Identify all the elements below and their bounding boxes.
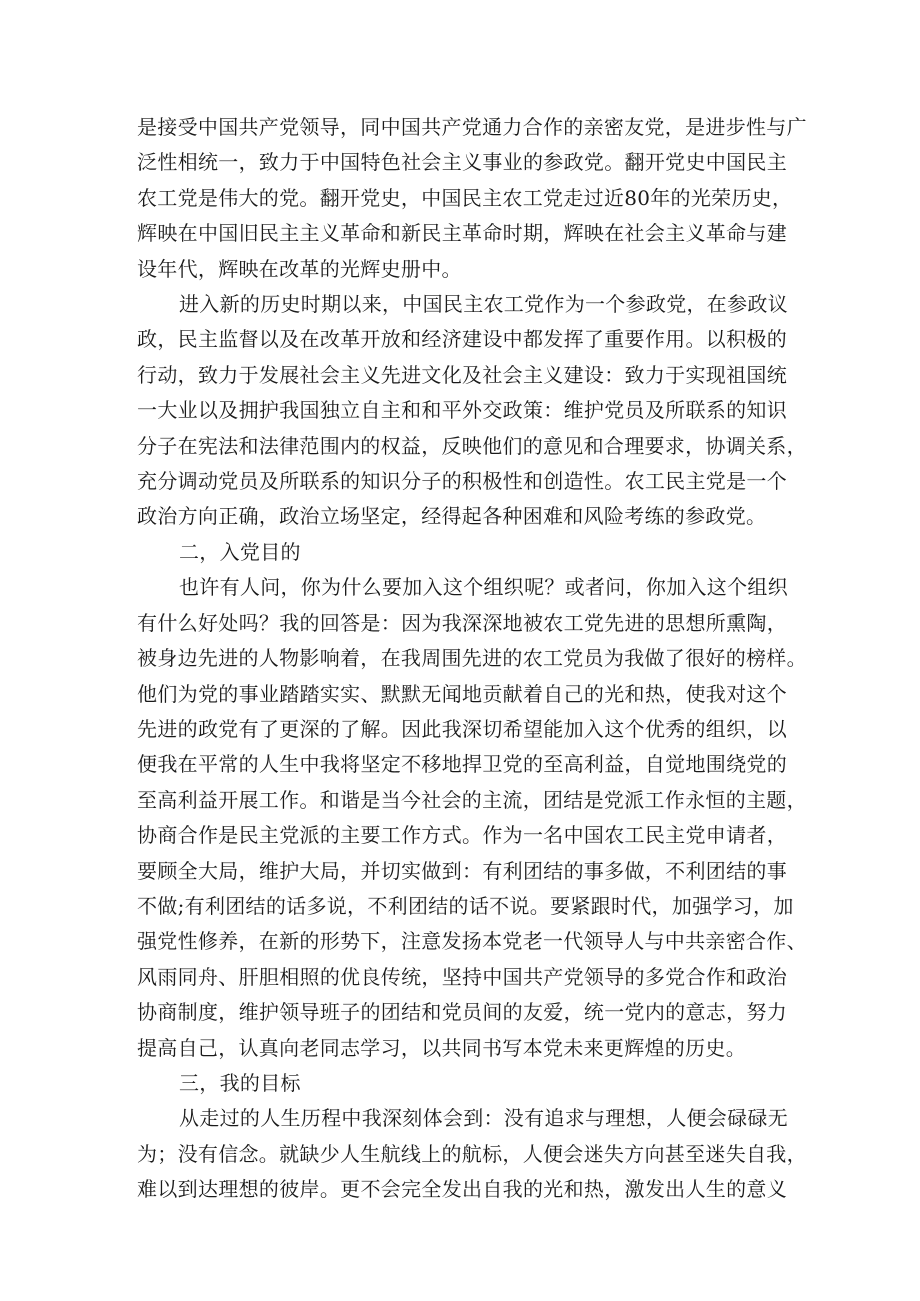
text-line: 他们为党的事业踏踏实实、默默无闻地贡献着自己的光和热，使我对这个	[137, 681, 787, 706]
text-line: 风雨同舟、肝胆相照的优良传统，坚持中国共产党领导的多党合作和政治	[137, 964, 787, 989]
text-line: 农工党是伟大的党。翻开党史，中国民主农工党走过近80年的光荣历史，	[137, 185, 793, 210]
text-line: 分子在宪法和法律范围内的权益，反映他们的意见和合理要求，协调关系，	[137, 433, 807, 458]
document-body	[137, 110, 807, 1208]
text-line: 也许有人问，你为什么要加入这个组织呢？或者问，你加入这个组织	[179, 575, 788, 600]
text-line: 一大业以及拥护我国独立自主和和平外交政策：维护党员及所联系的知识	[137, 398, 787, 423]
text-line: 从走过的人生历程中我深刻体会到：没有追求与理想，人便会碌碌无	[179, 1106, 788, 1131]
text-line: 设年代，辉映在改革的光辉史册中。	[137, 256, 462, 281]
paragraph-goal	[137, 1101, 807, 1207]
section-heading: 二，入党目的	[179, 539, 301, 564]
section-heading: 三，我的目标	[179, 1070, 301, 1095]
text-line: 不做;有利团结的话多说，不利团结的话不说。要紧跟时代，加强学习，加	[137, 893, 794, 918]
paragraph-purpose	[137, 570, 807, 1066]
text-line: 要顾全大局，维护大局，并切实做到：有利团结的事多做，不利团结的事	[137, 858, 787, 883]
paragraph-intro	[137, 110, 807, 287]
text-line: 政治方向正确，政治立场坚定，经得起各种困难和风险考练的参政党。	[137, 504, 767, 529]
text-line: 充分调动党员及所联系的知识分子的积极性和创造性。农工民主党是一个	[137, 469, 787, 494]
paragraph-new-era	[137, 287, 807, 535]
text-line: 至高利益开展工作。和谐是当今社会的主流，团结是党派工作永恒的主题，	[137, 787, 807, 812]
text-line: 提高自己，认真向老同志学习，以共同书写本党未来更辉煌的历史。	[137, 1035, 746, 1060]
section-heading-goal	[137, 1066, 787, 1101]
text-line: 为；没有信念。就缺少人生航线上的航标，人便会迷失方向甚至迷失自我，	[137, 1141, 807, 1166]
text-line: 泛性相统一，致力于中国特色社会主义事业的参政党。翻开党史中国民主	[137, 150, 787, 175]
text-line: 先进的政党有了更深的了解。因此我深切希望能加入这个优秀的组织，以	[137, 716, 787, 741]
text-line: 便我在平常的人生中我将坚定不移地捍卫党的至高利益，自觉地围绕党的	[137, 752, 787, 777]
text-line: 被身边先进的人物影响着，在我周围先进的农工党员为我做了很好的榜样。	[137, 646, 807, 671]
text-line: 是接受中国共产党领导，同中国共产党通力合作的亲密友党，是进步性与广	[137, 115, 807, 139]
text-line: 强党性修养，在新的形势下，注意发扬本党老一代领导人与中共亲密合作、	[137, 929, 807, 954]
section-heading-purpose	[137, 535, 787, 570]
text-line: 有什么好处吗？我的回答是：因为我深深地被农工党先进的思想所熏陶，	[137, 610, 787, 635]
text-line: 进入新的历史时期以来，中国民主农工党作为一个参政党，在参政议	[179, 292, 788, 317]
text-line: 协商合作是民主党派的主要工作方式。作为一名中国农工民主党申请者，	[137, 823, 787, 848]
text-line: 行动，致力于发展社会主义先进文化及社会主义建设：致力于实现祖国统	[137, 362, 787, 387]
text-line: 难以到达理想的彼岸。更不会完全发出自我的光和热，激发出人生的意义	[137, 1177, 787, 1202]
text-line: 协商制度，维护领导班子的团结和党员间的友爱，统一党内的意志，努力	[137, 1000, 787, 1025]
text-line: 政，民主监督以及在改革开放和经济建设中都发挥了重要作用。以积极的	[137, 327, 787, 352]
text-line: 辉映在中国旧民主主义革命和新民主革命时期，辉映在社会主义革命与建	[137, 221, 787, 246]
